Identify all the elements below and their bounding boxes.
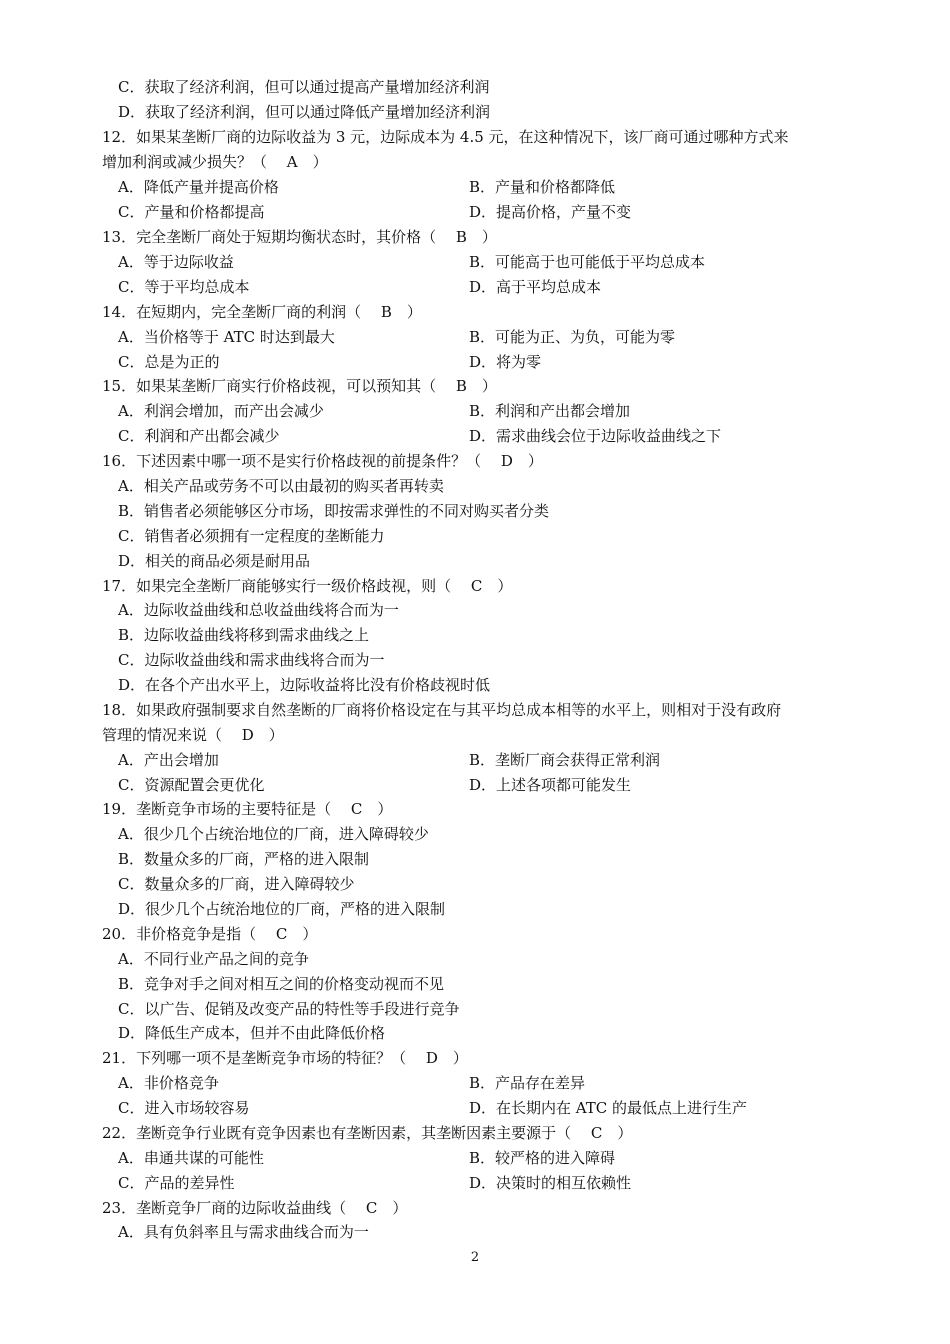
option-d: D．获取了经济利润，但可以通过降低产量增加经济利润: [118, 103, 491, 121]
q16-option-b: B．销售者必须能够区分市场，即按需求弹性的不同对购买者分类: [118, 502, 550, 520]
q19-option-b: B．数量众多的厂商，严格的进入限制: [118, 850, 370, 868]
q23-option-a: A．具有负斜率且与需求曲线合而为一: [118, 1223, 369, 1241]
question-14-stem: 14．在短期内，完全垄断厂商的利润（ B ）: [102, 303, 422, 321]
question-20-stem: 20．非价格竞争是指（ C ）: [102, 925, 318, 943]
q15-option-d: D．需求曲线会位于边际收益曲线之下: [469, 427, 722, 445]
q16-option-d: D．相关的商品必须是耐用品: [118, 552, 311, 570]
q16-option-c: C．销售者必须拥有一定程度的垄断能力: [118, 527, 385, 545]
q15-option-a: A．利润会增加，而产出会减少: [118, 402, 324, 420]
q22-option-d: D．决策时的相互依赖性: [469, 1174, 632, 1192]
q18-option-b: B．垄断厂商会获得正常利润: [469, 751, 661, 769]
q21-option-a: A．非价格竞争: [118, 1074, 219, 1092]
question-18-stem: 18．如果政府强制要求自然垄断的厂商将价格设定在与其平均总成本相等的水平上，则相对于没有政府: [102, 701, 782, 719]
q22-option-c: C．产品的差异性: [118, 1174, 235, 1192]
question-18-stem-cont: 管理的情况来说（ D ）: [102, 726, 284, 744]
q14-option-a: A．当价格等于 ATC 时达到最大: [118, 328, 335, 346]
question-12-stem-cont: 增加利润或减少损失？（ A ）: [102, 153, 328, 171]
q16-option-a: A．相关产品或劳务不可以由最初的购买者再转卖: [118, 477, 444, 495]
question-13-stem: 13．完全垄断厂商处于短期均衡状态时，其价格（ B ）: [102, 228, 497, 246]
q20-option-a: A．不同行业产品之间的竞争: [118, 950, 309, 968]
q20-option-d: D．降低生产成本，但并不由此降低价格: [118, 1024, 386, 1042]
question-21-stem: 21．下列哪一项不是垄断竞争市场的特征？（ D ）: [102, 1049, 468, 1067]
q22-option-b: B．较严格的进入障碍: [469, 1149, 616, 1167]
q17-option-c: C．边际收益曲线和需求曲线将合而为一: [118, 651, 385, 669]
q17-option-b: B．边际收益曲线将移到需求曲线之上: [118, 626, 370, 644]
q12-option-c: C．产量和价格都提高: [118, 203, 265, 221]
q13-option-a: A．等于边际收益: [118, 253, 234, 271]
q15-option-b: B．利润和产出都会增加: [469, 402, 631, 420]
q14-option-d: D．将为零: [469, 353, 542, 371]
question-23-stem: 23．垄断竞争厂商的边际收益曲线（ C ）: [102, 1199, 408, 1217]
q18-option-c: C．资源配置会更优化: [118, 776, 265, 794]
q18-option-a: A．产出会增加: [118, 751, 219, 769]
q21-option-d: D．在长期内在 ATC 的最低点上进行生产: [469, 1099, 748, 1117]
q20-option-c: C．以广告、促销及改变产品的特性等手段进行竞争: [118, 1000, 460, 1018]
question-12-stem: 12．如果某垄断厂商的边际收益为 3 元，边际成本为 4.5 元，在这种情况下，该厂商可通过哪种方式来: [102, 128, 789, 146]
page-number: 2: [470, 1250, 480, 1265]
q12-option-a: A．降低产量并提高价格: [118, 178, 279, 196]
question-15-stem: 15．如果某垄断厂商实行价格歧视，可以预知其（ B ）: [102, 377, 497, 395]
q17-option-a: A．边际收益曲线和总收益曲线将合而为一: [118, 601, 399, 619]
q12-option-b: B．产量和价格都降低: [469, 178, 616, 196]
q18-option-d: D．上述各项都可能发生: [469, 776, 632, 794]
q17-option-d: D．在各个产出水平上，边际收益将比没有价格歧视时低: [118, 676, 491, 694]
q19-option-d: D．很少几个占统治地位的厂商，严格的进入限制: [118, 900, 446, 918]
question-19-stem: 19．垄断竞争市场的主要特征是（ C ）: [102, 800, 393, 818]
q13-option-b: B．可能高于也可能低于平均总成本: [469, 253, 706, 271]
q21-option-c: C．进入市场较容易: [118, 1099, 250, 1117]
q12-option-d: D．提高价格，产量不变: [469, 203, 632, 221]
q22-option-a: A．串通共谋的可能性: [118, 1149, 264, 1167]
q13-option-c: C．等于平均总成本: [118, 278, 250, 296]
question-17-stem: 17．如果完全垄断厂商能够实行一级价格歧视，则（ C ）: [102, 577, 513, 595]
question-16-stem: 16．下述因素中哪一项不是实行价格歧视的前提条件？（ D ）: [102, 452, 543, 470]
option-c: C．获取了经济利润，但可以通过提高产量增加经济利润: [118, 78, 490, 96]
q19-option-c: C．数量众多的厂商，进入障碍较少: [118, 875, 355, 893]
q21-option-b: B．产品存在差异: [469, 1074, 586, 1092]
q14-option-b: B．可能为正、为负，可能为零: [469, 328, 676, 346]
q13-option-d: D．高于平均总成本: [469, 278, 602, 296]
q19-option-a: A．很少几个占统治地位的厂商，进入障碍较少: [118, 825, 429, 843]
q14-option-c: C．总是为正的: [118, 353, 220, 371]
question-22-stem: 22．垄断竞争行业既有竞争因素也有垄断因素，其垄断因素主要源于（ C ）: [102, 1124, 633, 1142]
q15-option-c: C．利润和产出都会减少: [118, 427, 280, 445]
q20-option-b: B．竞争对手之间对相互之间的价格变动视而不见: [118, 975, 445, 993]
